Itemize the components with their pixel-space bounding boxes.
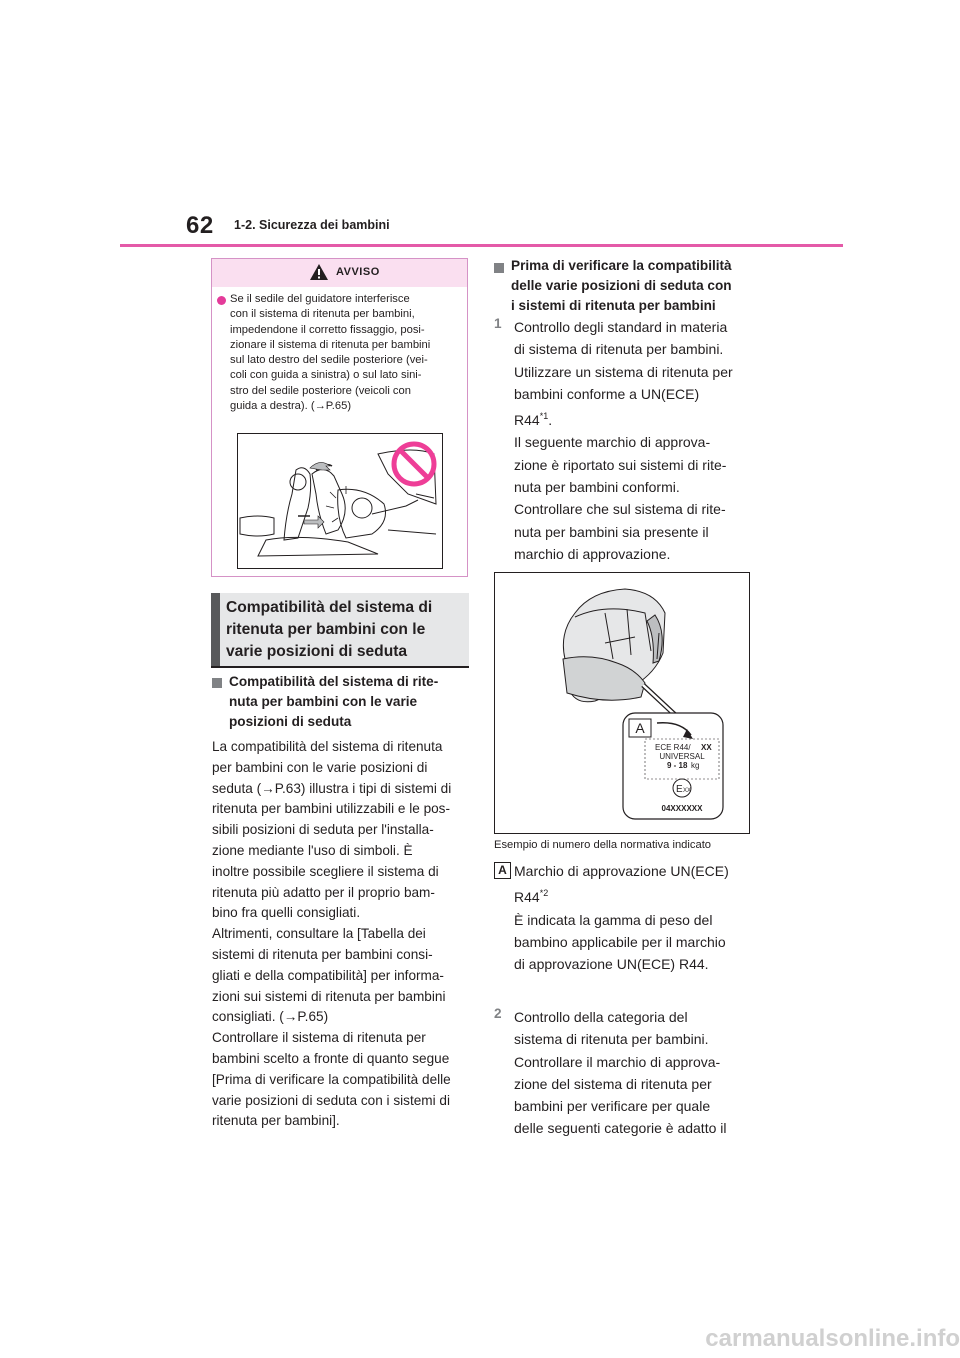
e-mark-number: XX [683, 788, 692, 794]
seat-interference-drawing [238, 434, 442, 568]
section-heading-box [211, 593, 469, 668]
weight-unit-label: kg [691, 761, 700, 770]
footnote-ref-2: *2 [539, 888, 549, 899]
callout-a-text-a: Marchio di approvazione UN(ECE) R44 [514, 863, 729, 906]
header-rule [120, 244, 843, 247]
weight-range-label: 9 - 18 [667, 761, 688, 770]
figure-caption: Esempio di numero della normativa indicato [494, 839, 712, 851]
approval-code-label: 04XXXXXX [661, 804, 703, 813]
warning-header [212, 259, 467, 287]
ece-xx-label: XX [701, 743, 712, 752]
step-1-text [514, 316, 733, 565]
universal-label: UNIVERSAL [659, 752, 705, 761]
heading-accent-bar [211, 593, 220, 666]
label-a: A [635, 720, 645, 736]
warning-label: AVVISO [336, 266, 380, 278]
callout-a-text [514, 860, 729, 975]
section-title: 1-2. Sicurezza dei bambini [234, 218, 390, 232]
section-heading: Compatibilità del sistema di ritenuta per bambini con le varie posizioni di seduta [226, 599, 433, 660]
page-number: 62 [186, 212, 214, 239]
left-subheading: Compatibilità del sistema di rite- nuta per bambini con le varie posizioni di seduta [229, 674, 439, 729]
left-body-text: La compatibilità del sistema di ritenuta per bambini con le varie posizioni di seduta (→P.63) illustra i tipi di sistemi di ritenuta per bambini utilizzabili e le pos- sibili posizioni di seduta per l'installa- zione mediante l'uso di simboli. È inoltre possibile scegliere il sistema di ritenuta più adatto per il proprio bam- bino fra quelli consigliati. Altrimenti, consultare la [Tabella dei sistemi di ritenuta per bambini consi- gliati e della compatibilità] per informa- zioni sui sistemi di ritenuta per bambini consigliati. (→P.65) Controllare il sistema di ritenuta per bambini scelto a fronte di quanto segue [Prima di verificare la compatibilità delle varie posizioni di seduta con i sistemi di ritenuta per bambini]. [212, 739, 452, 1129]
step-2-text: Controllo della categoria del sistema di ritenuta per bambini. Controllare il marchio di approva- zione del sistema di ritenuta per bambini per verificare per quale delle seguenti categorie è adatto il [514, 1009, 727, 1137]
child-seat-illustration [494, 572, 750, 834]
step-1-text-a: Controllo degli standard in materia di sistema di ritenuta per bambini. Utilizzare un sistema di ritenuta per bambini conforme a UN(ECE) R44 [514, 319, 733, 429]
callout-a-box: A [494, 862, 511, 879]
footnote-ref-1: *1 [539, 411, 549, 422]
step-1-text-b: . Il seguente marchio di approva- zione è riportato sui sistemi di rite- nuta per bambini conformi. Controllare che sul sistema di rite- nuta per bambini sia presente il marchio di approvazione. [514, 412, 727, 562]
square-bullet-icon [212, 678, 222, 688]
warning-text: Se il sedile del guidatore interferisce con il sistema di ritenuta per bambini, impedendone il corretto fissaggio, posi- zionare il sistema di ritenuta per bambini sul lato destro del sedile posteriore (vei- coli con guida a sinistra) o sul lato sini- stro del sedile posteriore (veicoli con guida a destra). (→P.65) [230, 293, 431, 413]
step-number-2: 2 [494, 1006, 502, 1021]
e-mark-letter: E [676, 784, 683, 795]
right-subheading: Prima di verificare la compatibilità delle varie posizioni di seduta con i sistemi di ritenuta per bambini [511, 258, 732, 313]
ece-r44-label: ECE R44/ [655, 743, 691, 752]
warning-box [211, 258, 468, 577]
warning-icon [309, 263, 329, 281]
callout-a-text-b: È indicata la gamma di peso del bambino applicabile per il marchio di approvazione UN(ECE) R44. [514, 911, 726, 973]
bullet-icon [217, 296, 226, 305]
no-driver-interference-illustration [237, 433, 443, 569]
step-number-1: 1 [494, 316, 502, 331]
square-bullet-icon [494, 263, 504, 273]
watermark-text: carmanualsonline.info [705, 1325, 960, 1352]
